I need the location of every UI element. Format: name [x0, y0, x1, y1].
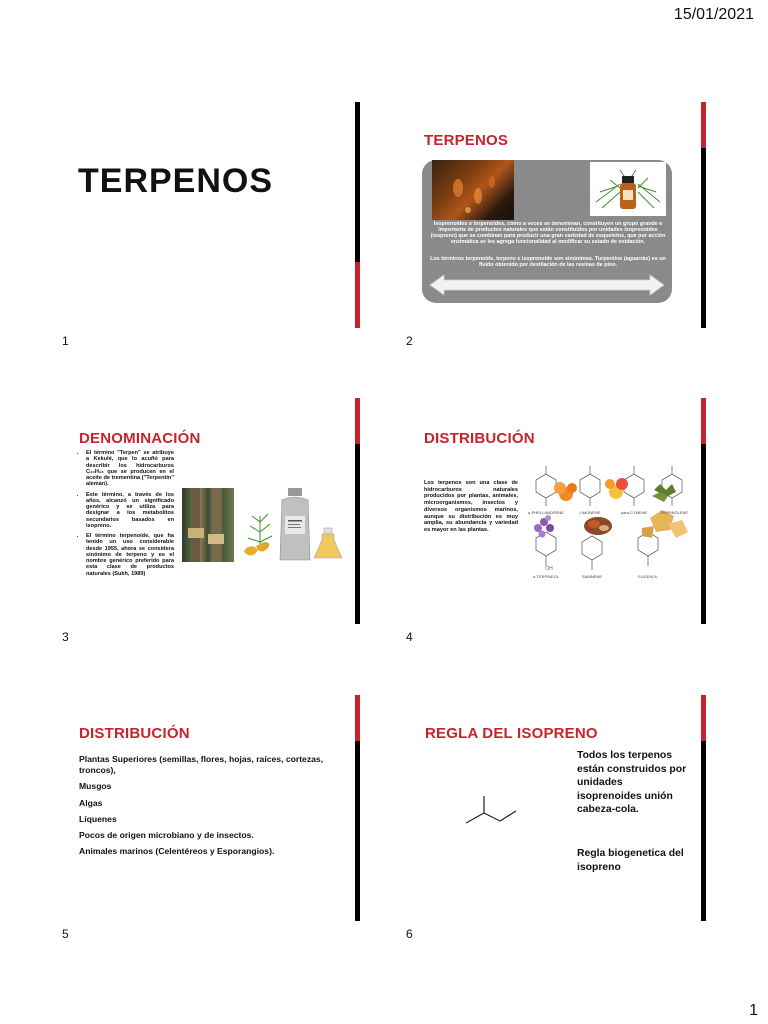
slide-3-bullet: • El término terpenoide, que ha tenido un uso considerable desde 1955, ahora se considera sinónimo de terpeno y es el nombre genérico preferido para esta clase de productos naturales (Sukh, 1989): [86, 533, 174, 577]
slide-2-content-box: [422, 160, 672, 303]
slide-3-bullet-list: [78, 450, 174, 581]
slide-2-paragraph-1: Isoprenoides o terpenoides, como a veces se denominan, constituyen un grupo grande e importante de productos naturales que están constituidos por unidades isoprenoides (isopreno) que se combinan para producir una gran variedad de esqueletos, que por acción enzimática se les agrega funcionalidad al modificar su estado de oxidación.: [430, 221, 666, 246]
page-number: 1: [749, 1002, 758, 1019]
slide-4-title: DISTRIBUCIÓN: [424, 430, 535, 447]
slide-3-bullet: • Este término, a través de los años, alcanzó un significado genérico y se utiliza para designar a los metabolitos secundarios basados en isopreno.: [86, 492, 174, 530]
slide-5-side-bar: [355, 695, 360, 921]
slide-3-number: 3: [62, 630, 69, 644]
slide-1-title: TERPENOS: [78, 162, 274, 200]
slide-6-side-bar: [701, 695, 706, 921]
slide-6-rule-text: Todos los terpenos están construidos por unidades isoprenoides unión cabeza-cola.: [577, 750, 687, 816]
slide-3-side-bar: [355, 398, 360, 624]
structure-caption: LIMONENE: [579, 510, 601, 515]
slide-6-rule-subtitle: Regla biogenetica del isopreno: [577, 848, 684, 873]
slide-1-number: 1: [62, 334, 69, 348]
resin-photo: [432, 160, 514, 220]
slide-5: [70, 695, 360, 921]
slide-2-paragraph-2: Los términos terpenoide, terpeno e isoprenoide son sinónimos. Turpentine (aguarrás) es un fluido obtenido por destilación de las resinas de pino.: [430, 256, 666, 269]
slide-1: [70, 102, 360, 328]
slide-4-paragraph: Los terpenos son una clase de hidrocarburos naturales producidos por plantas, animales, microorganismos, insectos y diversos organismos marinos, aunque su distribución es muy amplia, su abundancia y variedad es mayor en las plantas.: [424, 480, 518, 533]
structure-caption: α-PHELLANDRENE: [528, 510, 564, 515]
oil-bottle-photo: [238, 486, 354, 564]
structure-caption: SABINENE: [581, 574, 603, 579]
slide-3-bullet: • El término "Terpen" se atribuye a Kekulé, que lo acuñó para describir los hidrocarburos C₁₀H₁₆ que se producen en el aceite de trementina ("Terpentin" alemán).: [86, 450, 174, 488]
slide-3-title: DENOMINACIÓN: [79, 430, 201, 447]
structure-caption: para-CYMENE: [620, 510, 648, 515]
document-date: 15/01/2021: [673, 6, 754, 23]
slide-4: [416, 398, 706, 624]
slide-4-number: 4: [406, 630, 413, 644]
slide-2-title: TERPENOS: [424, 132, 509, 149]
slide-4-side-bar: [701, 398, 706, 624]
slide-5-list-item: Plantas Superiores (semillas, flores, hojas, raíces, cortezas, troncos),: [79, 754, 324, 776]
slide-5-list-item: Líquenes: [79, 813, 117, 824]
double-arrow-icon: [428, 273, 666, 297]
slide-5-list-item: Musgos: [79, 781, 112, 792]
slide-2-number: 2: [406, 334, 413, 348]
slide-6: [416, 695, 706, 921]
tree-bark-photo: [182, 488, 234, 562]
structure-caption: EUGENOL: [638, 574, 658, 579]
slide-5-list: [79, 754, 329, 862]
slide-6-title: REGLA DEL ISOPRENO: [425, 725, 598, 742]
structure-caption: TERPINOLENE: [659, 510, 689, 515]
slide-6-number: 6: [406, 927, 413, 941]
slide-5-list-item: Pocos de origen microbiano y de insectos.: [79, 829, 254, 840]
slide-1-side-bar: [355, 102, 360, 328]
slide-5-list-item: Algas: [79, 797, 103, 808]
slide-3: [70, 398, 360, 624]
oh-label: OH: [545, 566, 553, 572]
slide-2: [416, 102, 706, 328]
essential-oil-photo: [590, 162, 666, 216]
slide-5-title: DISTRIBUCIÓN: [79, 725, 190, 742]
isoprene-structure-icon: [464, 793, 518, 827]
slide-5-list-item: Animales marinos (Celentéreos y Esporangios).: [79, 846, 275, 857]
structure-caption: α-TERPINEOL: [532, 574, 560, 579]
slide-5-number: 5: [62, 927, 69, 941]
terpene-structures-image: [522, 466, 696, 588]
slide-2-side-bar: [701, 102, 706, 328]
